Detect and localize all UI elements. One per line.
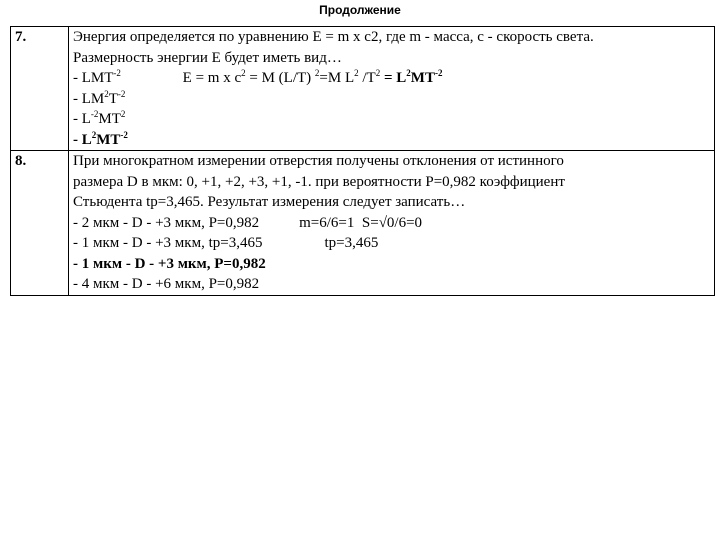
q7-text-line-2: Размерность энергии E будет иметь вид… xyxy=(73,49,342,66)
question-number-8: 8. xyxy=(11,151,69,296)
question-body-7 xyxy=(69,27,715,151)
q7-solution-result-sup2: -2 xyxy=(434,68,443,78)
q8-option-4: - 4 мкм - D - +6 мкм, P=0,982 xyxy=(73,276,260,292)
q7-option-1 xyxy=(73,68,710,89)
q7-option-2-mid: T xyxy=(108,90,118,107)
q7-option-3-sup: -2 xyxy=(90,109,99,119)
q7-option-4-sup: 2 xyxy=(91,129,97,140)
q7-option-4-base: - L xyxy=(73,131,92,148)
q7-solution-middle: = M (L/T) xyxy=(245,70,315,86)
q7-option-2 xyxy=(73,89,710,110)
q7-option-4-correct xyxy=(73,130,710,151)
q8-text-line-2: размера D в мкм: 0, +1, +2, +3, +1, -1. при вероятности P=0,982 коэффициент xyxy=(73,173,565,190)
page-header-title: Продолжение xyxy=(319,3,401,17)
q7-solution-right-b: /T xyxy=(358,70,376,86)
q8-option-1-text: - 2 мкм - D - +3 мкм, P=0,982 xyxy=(73,214,260,231)
questions-table xyxy=(10,26,715,296)
question-number-7: 7. xyxy=(11,27,69,151)
q7-solution-left-sup: 2 xyxy=(241,68,246,78)
question-row-7 xyxy=(11,27,715,151)
q8-option-2 xyxy=(73,233,710,254)
q7-solution-right-a: =M L xyxy=(319,70,355,86)
q7-option-3-base: - L xyxy=(73,111,91,127)
q8-note-mean: m=6/6=1 xyxy=(299,214,355,231)
q7-option-3-sup2: 2 xyxy=(120,109,126,119)
q7-option-2-base: - LM xyxy=(73,90,105,107)
q7-solution-right-sup-b: 2 xyxy=(375,68,381,78)
q7-solution-result-sup: 2 xyxy=(406,68,411,78)
q7-solution-result-prefix: = L xyxy=(380,70,407,86)
q7-option-3 xyxy=(73,109,710,130)
question-row-8 xyxy=(11,151,715,296)
q8-text-line-1: При многократном измерении отверстия получены отклонения от истинного xyxy=(73,153,564,169)
q8-text-line-3: Стьюдента tp=3,465. Результат измерения следует записать… xyxy=(73,194,466,210)
q7-solution xyxy=(183,70,443,86)
q7-solution-result-mid: MT xyxy=(410,70,435,86)
q7-option-4-sup2: -2 xyxy=(120,129,128,140)
q8-option-3-correct: - 1 мкм - D - +3 мкм, P=0,982 xyxy=(73,255,266,272)
q7-option-2-sup2: -2 xyxy=(117,88,126,99)
q7-solution-right-sup-a: 2 xyxy=(354,68,359,78)
q7-solution-result xyxy=(380,70,442,86)
q7-solution-middle-sup: 2 xyxy=(314,68,320,78)
q8-note-tp: tp=3,465 xyxy=(324,235,379,251)
q7-option-2-sup: 2 xyxy=(104,88,109,99)
q7-text-line-1: Энергия определяется по уравнению E = m x c2, где m - масса, с - скорость света. xyxy=(73,29,594,45)
q7-option-3-mid: MT xyxy=(98,111,121,127)
q8-option-1 xyxy=(73,213,710,234)
question-body-8 xyxy=(69,151,715,296)
q8-note-sigma: S=√0/6=0 xyxy=(361,214,423,231)
q7-option-1-sup: -2 xyxy=(113,68,121,78)
q8-option-2-text: - 1 мкм - D - +3 мкм, tp=3,465 xyxy=(73,235,263,251)
q7-option-4-mid: MT xyxy=(96,131,121,148)
q7-solution-left: E = m x c xyxy=(182,70,242,86)
q7-option-1-base: - LMT xyxy=(73,70,114,86)
